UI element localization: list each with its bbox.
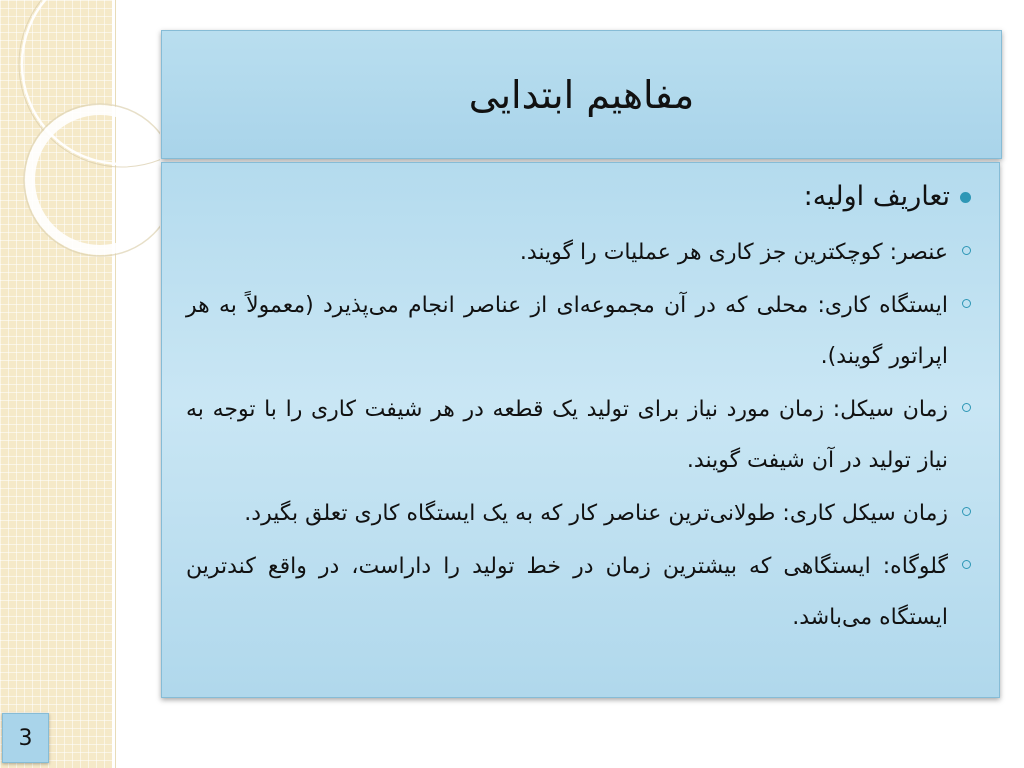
list-item-text: عنصر: کوچکترین جز کاری هر عملیات را گویند. xyxy=(519,240,948,265)
hollow-bullet-icon xyxy=(962,507,971,516)
list-item xyxy=(172,384,971,486)
list-item xyxy=(172,541,971,643)
hollow-bullet-icon xyxy=(962,246,971,255)
list-item-text: زمان سیکل: زمان مورد نیاز برای تولید یک قطعه در هر شیفت کاری را با توجه به نیاز تولید در آن شیفت گویند. xyxy=(186,397,948,473)
list-item xyxy=(172,227,971,278)
hollow-bullet-icon xyxy=(962,299,971,308)
decorative-grid-strip xyxy=(0,0,115,768)
hollow-bullet-icon xyxy=(962,403,971,412)
slide-title: مفاهیم ابتدایی xyxy=(468,72,695,117)
hollow-bullet-icon xyxy=(962,560,971,569)
slide-number: 3 xyxy=(2,713,49,763)
list-item xyxy=(172,280,971,382)
definitions-list xyxy=(172,227,971,643)
list-item-text: گلوگاه: ایستگاهی که بیشترین زمان در خط تولید را داراست، در واقع کندترین ایستگاه می‌باشد. xyxy=(186,554,948,630)
list-item-text: زمان سیکل کاری: طولانی‌ترین عناصر کار که به یک ایستگاه کاری تعلق بگیرد. xyxy=(244,501,948,526)
title-box xyxy=(161,30,1002,159)
list-item xyxy=(172,488,971,539)
filled-bullet-icon xyxy=(960,192,971,203)
list-item-text: ایستگاه کاری: محلی که در آن مجموعه‌ای از عناصر انجام می‌پذیرد (معمولاً به هر اپراتور گویند). xyxy=(186,293,948,369)
content-box xyxy=(161,162,1000,698)
heading-text: تعاریف اولیه: xyxy=(803,181,950,212)
heading-item xyxy=(172,177,971,217)
